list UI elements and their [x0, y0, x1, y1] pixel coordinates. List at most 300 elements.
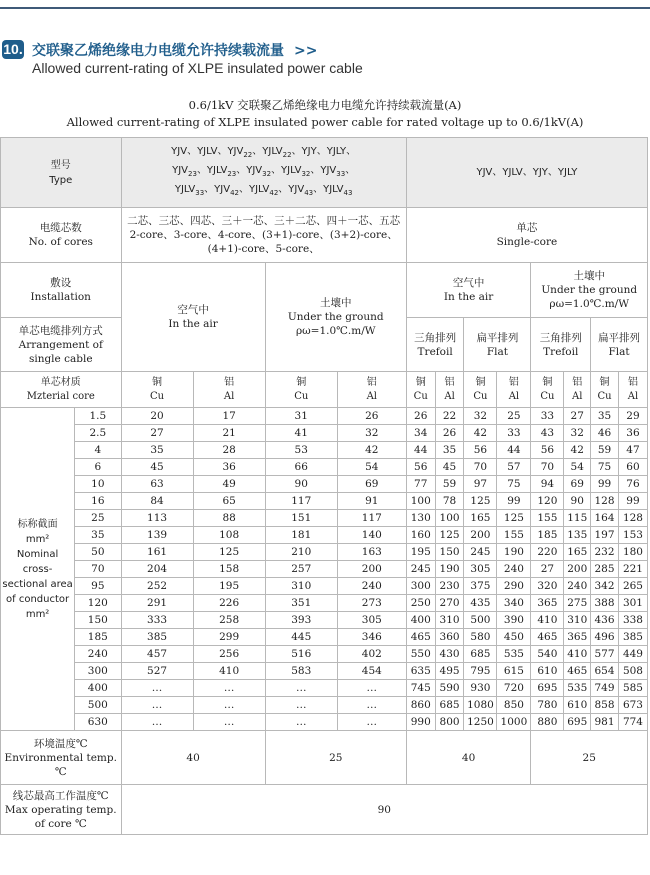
multi-types-line-3: $YJLV_{33}$、$YJV_{42}$、$YJLV_{42}$、$YJV_{43}$、$YJLV_{43}$ — [174, 184, 353, 197]
table-row — [1, 476, 648, 493]
multi-cores — [121, 208, 406, 263]
install-row — [1, 263, 648, 318]
rating-cell: 65 — [193, 493, 265, 510]
rating-cell: 930 — [464, 680, 497, 697]
rating-cell: 535 — [564, 680, 591, 697]
rating-cell: 56 — [464, 442, 497, 459]
size-cell: 4 — [75, 442, 121, 459]
mat-cu-cn: 铜 — [415, 376, 426, 388]
rating-cell: 125 — [464, 493, 497, 510]
mat-al-en: Al — [223, 390, 235, 402]
mat-cu-cn: 铜 — [542, 376, 553, 388]
rating-cell: 673 — [618, 697, 647, 714]
rating-cell: 465 — [406, 629, 435, 646]
cores-row — [1, 208, 648, 263]
rating-cell: 535 — [497, 646, 531, 663]
rating-cell: 57 — [497, 459, 531, 476]
mat-al-cn: 铝 — [444, 376, 455, 388]
size-cell: 400 — [75, 680, 121, 697]
rating-cell: 70 — [531, 459, 564, 476]
install-label — [1, 263, 122, 318]
rating-cell: 42 — [337, 442, 406, 459]
rating-cell: 27 — [121, 425, 193, 442]
rating-cell: 232 — [591, 544, 619, 561]
mat-cu — [591, 372, 619, 408]
rating-cell: 135 — [564, 527, 591, 544]
mat-al-cn: 铝 — [627, 376, 638, 388]
rating-cell: 125 — [193, 544, 265, 561]
rating-cell: 100 — [406, 493, 435, 510]
rating-cell: 84 — [121, 493, 193, 510]
rating-cell: 26 — [406, 408, 435, 425]
section-title-cn-text: 交联聚乙烯绝缘电力电缆允许持续载流量 — [32, 43, 284, 59]
rating-cell: 94 — [531, 476, 564, 493]
rating-cell: 285 — [591, 561, 619, 578]
rating-cell: 161 — [121, 544, 193, 561]
rating-cell: 36 — [193, 459, 265, 476]
rating-cell: 340 — [497, 595, 531, 612]
rating-cell: 32 — [337, 425, 406, 442]
section-number-badge: 10. — [3, 41, 23, 57]
size-cell: 16 — [75, 493, 121, 510]
single-ground-cn: 土壤中 — [573, 270, 605, 282]
table-row — [1, 561, 648, 578]
rating-cell: 685 — [464, 646, 497, 663]
ground-flat — [591, 318, 648, 372]
rating-cell: … — [193, 697, 265, 714]
mat-cu-en: Cu — [597, 390, 612, 402]
rating-cell: 49 — [193, 476, 265, 493]
rating-cell: 393 — [265, 612, 337, 629]
rating-cell: 310 — [564, 612, 591, 629]
rating-cell: 265 — [618, 578, 647, 595]
rating-cell: … — [337, 714, 406, 731]
rating-cell: 508 — [618, 663, 647, 680]
rating-cell: 270 — [435, 595, 464, 612]
size-cell: 300 — [75, 663, 121, 680]
rating-cell: 365 — [531, 595, 564, 612]
rating-cell: 402 — [337, 646, 406, 663]
material-label-en: Mzterial core — [26, 390, 95, 402]
multi-types-line-2: $YJV_{23}$、$YJLV_{23}$、$YJV_{32}$、$YJLV_{32}$、$YJV_{33}$、 — [172, 165, 356, 178]
rating-cell: … — [337, 697, 406, 714]
rating-cell: 32 — [564, 425, 591, 442]
table-row — [1, 680, 648, 697]
rating-cell: 165 — [464, 510, 497, 527]
rating-cell: 496 — [591, 629, 619, 646]
single-core-types: YJV、YJLV、YJY、YJLY — [406, 138, 647, 208]
rating-cell: 310 — [435, 612, 464, 629]
rating-cell: 273 — [337, 595, 406, 612]
single-cores-en: Single-core — [496, 236, 558, 248]
rating-cell: 120 — [531, 493, 564, 510]
section-label-section-cn: 标称截面 — [17, 518, 58, 530]
air-flat-en: Flat — [486, 345, 508, 358]
rating-cell: 385 — [618, 629, 647, 646]
multi-air-cn: 空气中 — [177, 304, 209, 316]
rating-cell: … — [193, 680, 265, 697]
rating-cell: 139 — [121, 527, 193, 544]
rating-cell: 210 — [265, 544, 337, 561]
table-row — [1, 442, 648, 459]
cores-label-cn: 电缆芯数 — [39, 222, 82, 234]
rating-cell: … — [265, 714, 337, 731]
table-row — [1, 646, 648, 663]
table-row — [1, 663, 648, 680]
install-label-en: Installation — [30, 291, 91, 303]
multi-cores-en-1: 2-core、3-core、4-core、(3+1)-core、(3+2)-core、 — [129, 229, 398, 241]
rating-cell: 160 — [406, 527, 435, 544]
multi-ground-rho: ρω=1.0℃.m/W — [295, 325, 376, 337]
rating-cell: … — [337, 680, 406, 697]
table-row — [1, 629, 648, 646]
env-temp-cn: 环境温度℃ — [33, 737, 88, 750]
rating-cell: 200 — [564, 561, 591, 578]
rating-cell: 195 — [193, 578, 265, 595]
table-row — [1, 493, 648, 510]
multi-core-types — [121, 138, 406, 208]
rating-cell: 800 — [435, 714, 464, 731]
rating-cell: 346 — [337, 629, 406, 646]
rating-cell: 150 — [435, 544, 464, 561]
rating-cell: 221 — [618, 561, 647, 578]
rating-cell: 981 — [591, 714, 619, 731]
rating-cell: 34 — [406, 425, 435, 442]
size-cell: 25 — [75, 510, 121, 527]
rating-cell: 450 — [497, 629, 531, 646]
rating-cell: 1000 — [497, 714, 531, 731]
rating-cell: 240 — [564, 578, 591, 595]
env-temp-row — [1, 731, 648, 785]
rating-cell: 245 — [464, 544, 497, 561]
rating-cell: 654 — [591, 663, 619, 680]
rating-cell: 454 — [337, 663, 406, 680]
mat-al — [193, 372, 265, 408]
rating-cell: 410 — [193, 663, 265, 680]
mat-al-en: Al — [366, 390, 377, 402]
rating-cell: 333 — [121, 612, 193, 629]
rating-cell: 130 — [406, 510, 435, 527]
rating-cell: 75 — [497, 476, 531, 493]
section-title-cn — [32, 40, 317, 60]
rating-cell: 77 — [406, 476, 435, 493]
rating-cell: 583 — [265, 663, 337, 680]
air-trefoil-en: Trefoil — [417, 345, 453, 358]
rating-cell: 860 — [406, 697, 435, 714]
single-air-header — [406, 263, 531, 318]
rating-cell: 310 — [265, 578, 337, 595]
rating-cell: 695 — [531, 680, 564, 697]
rating-cell: … — [121, 697, 193, 714]
single-cores-cn: 单芯 — [516, 222, 538, 234]
rating-cell: 158 — [193, 561, 265, 578]
rating-cell: 795 — [464, 663, 497, 680]
size-cell: 240 — [75, 646, 121, 663]
rating-cell: 76 — [618, 476, 647, 493]
rating-cell: 100 — [435, 510, 464, 527]
ground-trefoil-cn: 三角排列 — [539, 331, 582, 344]
mat-al — [337, 372, 406, 408]
rating-cell: 117 — [265, 493, 337, 510]
rating-cell: 75 — [591, 459, 619, 476]
section-label-section-en: Nominal cross-sectional area of conductor — [2, 548, 73, 605]
material-label — [1, 372, 122, 408]
single-ground-header — [531, 263, 648, 318]
mat-al — [618, 372, 647, 408]
rating-cell: 300 — [406, 578, 435, 595]
rating-cell: 250 — [406, 595, 435, 612]
table-row — [1, 697, 648, 714]
single-ground-rho: ρω=1.0℃.m/W — [549, 298, 629, 310]
rating-cell: 388 — [591, 595, 619, 612]
rating-cell: 365 — [564, 629, 591, 646]
size-cell: 70 — [75, 561, 121, 578]
mat-al-en: Al — [508, 390, 520, 402]
rating-cell: 180 — [618, 544, 647, 561]
multi-ground-header — [265, 263, 406, 372]
rating-cell: 305 — [337, 612, 406, 629]
rating-cell: 445 — [265, 629, 337, 646]
rating-cell: 20 — [121, 408, 193, 425]
arrangement-label-en: Arrangement of single cable — [18, 338, 103, 365]
rating-cell: 41 — [265, 425, 337, 442]
rating-cell: 53 — [265, 442, 337, 459]
mat-al-en: Al — [444, 390, 455, 402]
single-cores — [406, 208, 647, 263]
rating-cell: 299 — [193, 629, 265, 646]
rating-cell: 28 — [193, 442, 265, 459]
size-cell: 120 — [75, 595, 121, 612]
rating-cell: 56 — [531, 442, 564, 459]
rating-cell: … — [121, 680, 193, 697]
rating-cell: 245 — [406, 561, 435, 578]
mat-al — [435, 372, 464, 408]
rating-cell: 780 — [531, 697, 564, 714]
rating-cell: … — [121, 714, 193, 731]
rating-cell: 69 — [337, 476, 406, 493]
rating-cell: … — [265, 697, 337, 714]
rating-cell: 36 — [618, 425, 647, 442]
rating-cell: 610 — [564, 697, 591, 714]
env-single-air: 40 — [406, 731, 531, 785]
rating-cell: … — [193, 714, 265, 731]
rating-cell: 164 — [591, 510, 619, 527]
table-row — [1, 544, 648, 561]
top-rule — [0, 7, 650, 9]
mat-cu-cn: 铜 — [475, 376, 486, 388]
size-cell: 150 — [75, 612, 121, 629]
type-label-en: Type — [49, 174, 73, 186]
ground-flat-cn: 扁平排列 — [598, 331, 641, 344]
mat-cu — [464, 372, 497, 408]
rating-cell: 44 — [497, 442, 531, 459]
ground-trefoil-en: Trefoil — [543, 345, 579, 358]
rating-cell: 59 — [591, 442, 619, 459]
rating-cell: 128 — [618, 510, 647, 527]
rating-cell: 35 — [591, 408, 619, 425]
rating-cell: 990 — [406, 714, 435, 731]
rating-cell: 46 — [591, 425, 619, 442]
mat-al — [497, 372, 531, 408]
rating-cell: 230 — [435, 578, 464, 595]
rating-cell: 35 — [435, 442, 464, 459]
rating-cell: 43 — [531, 425, 564, 442]
rating-cell: 385 — [121, 629, 193, 646]
rating-cell: 35 — [121, 442, 193, 459]
rating-cell: 69 — [564, 476, 591, 493]
rating-cell: 70 — [464, 459, 497, 476]
multi-cores-cn: 二芯、三芯、四芯、三＋一芯、三＋二芯、四＋一芯、五芯 — [127, 215, 401, 227]
rating-cell: 275 — [564, 595, 591, 612]
multi-types-line-1: YJV、YJLV、$YJV_{22}$、$YJLV_{22}$、YJY、YJLY、 — [171, 146, 357, 159]
single-ground-en: Under the ground — [541, 284, 638, 296]
multi-ground-en: Under the ground — [287, 311, 384, 323]
rating-cell: 33 — [531, 408, 564, 425]
rating-cell: 190 — [497, 544, 531, 561]
rating-cell: 615 — [497, 663, 531, 680]
arrangement-label — [1, 318, 122, 372]
type-label — [1, 138, 122, 208]
rating-cell: 181 — [265, 527, 337, 544]
rating-cell: 290 — [497, 578, 531, 595]
section-label-section-unit: mm² — [25, 533, 50, 545]
ground-flat-en: Flat — [608, 345, 630, 358]
rating-cell: 410 — [531, 612, 564, 629]
rating-cell: 635 — [406, 663, 435, 680]
rating-cell: 99 — [591, 476, 619, 493]
rating-cell: 125 — [435, 527, 464, 544]
rating-cell: 410 — [564, 646, 591, 663]
rating-cell: 26 — [337, 408, 406, 425]
max-temp-row — [1, 785, 648, 835]
ground-trefoil — [531, 318, 591, 372]
rating-cell: 197 — [591, 527, 619, 544]
rating-cell: 78 — [435, 493, 464, 510]
single-air-cn: 空气中 — [452, 277, 485, 289]
air-trefoil-cn: 三角排列 — [414, 331, 457, 344]
cores-label — [1, 208, 122, 263]
mat-cu-cn: 铜 — [296, 376, 307, 388]
rating-cell: 97 — [464, 476, 497, 493]
rating-cell: 42 — [464, 425, 497, 442]
rating-cell: 338 — [618, 612, 647, 629]
max-temp-label — [1, 785, 122, 835]
section-title-en: Allowed current-rating of XLPE insulated power cable — [32, 60, 363, 76]
rating-cell: 226 — [193, 595, 265, 612]
table-caption-en: Allowed current-rating of XLPE insulated power cable for rated voltage up to 0.6/1kV(A) — [66, 115, 584, 129]
rating-cell: 500 — [464, 612, 497, 629]
rating-cell: 140 — [337, 527, 406, 544]
rating-cell: 516 — [265, 646, 337, 663]
rating-cell: 99 — [618, 493, 647, 510]
table-row — [1, 578, 648, 595]
rating-cell: 155 — [497, 527, 531, 544]
rating-cell: 155 — [531, 510, 564, 527]
rating-cell: 400 — [406, 612, 435, 629]
rating-cell: 240 — [337, 578, 406, 595]
cores-label-en: No. of cores — [28, 236, 93, 248]
rating-cell: 204 — [121, 561, 193, 578]
size-cell: 95 — [75, 578, 121, 595]
max-temp-value: 90 — [121, 785, 648, 835]
table-caption-cn: 0.6/1kV 交联聚乙烯绝缘电力电缆允许持续载流量(A) — [188, 98, 462, 112]
multi-air-header — [121, 263, 265, 372]
rating-cell: 527 — [121, 663, 193, 680]
rating-cell: 165 — [564, 544, 591, 561]
rating-cell: 21 — [193, 425, 265, 442]
mat-cu-en: Cu — [540, 390, 555, 402]
mat-cu-en: Cu — [413, 390, 428, 402]
rating-cell: 108 — [193, 527, 265, 544]
rating-cell: 59 — [435, 476, 464, 493]
size-cell: 10 — [75, 476, 121, 493]
rating-cell: 47 — [618, 442, 647, 459]
rating-cell: 257 — [265, 561, 337, 578]
table-row — [1, 510, 648, 527]
rating-cell: 695 — [564, 714, 591, 731]
rating-cell: 1250 — [464, 714, 497, 731]
size-cell: 500 — [75, 697, 121, 714]
rating-cell: 200 — [337, 561, 406, 578]
multi-air-en: In the air — [168, 318, 218, 330]
rating-cell: 29 — [618, 408, 647, 425]
rating-cell: 436 — [591, 612, 619, 629]
table-row — [1, 459, 648, 476]
rating-cell: 45 — [121, 459, 193, 476]
rating-cell: 60 — [618, 459, 647, 476]
size-cell: 6 — [75, 459, 121, 476]
rating-cell: 745 — [406, 680, 435, 697]
rating-cell: 26 — [435, 425, 464, 442]
mat-al-cn: 铝 — [508, 376, 519, 388]
rating-cell: 190 — [435, 561, 464, 578]
env-temp-en: Environmental temp. ℃ — [4, 751, 117, 778]
rating-cell: 240 — [497, 561, 531, 578]
current-rating-table — [0, 137, 648, 835]
rating-cell: 430 — [435, 646, 464, 663]
max-temp-cn: 线芯最高工作温度℃ — [12, 789, 109, 802]
material-label-cn: 单芯材质 — [40, 376, 81, 388]
rating-cell: 56 — [406, 459, 435, 476]
env-temp-label — [1, 731, 122, 785]
rating-cell: 27 — [531, 561, 564, 578]
mat-cu — [265, 372, 337, 408]
rating-cell: 45 — [435, 459, 464, 476]
size-cell: 50 — [75, 544, 121, 561]
rating-cell: 774 — [618, 714, 647, 731]
install-label-cn: 敷设 — [50, 277, 72, 289]
rating-cell: … — [265, 680, 337, 697]
rating-cell: 320 — [531, 578, 564, 595]
rating-cell: 117 — [337, 510, 406, 527]
rating-cell: 63 — [121, 476, 193, 493]
rating-cell: 33 — [497, 425, 531, 442]
rating-cell: 91 — [337, 493, 406, 510]
rating-cell: 590 — [435, 680, 464, 697]
rating-cell: 31 — [265, 408, 337, 425]
material-row — [1, 372, 648, 408]
rating-cell: 90 — [265, 476, 337, 493]
rating-cell: 54 — [337, 459, 406, 476]
mat-cu-en: Cu — [150, 390, 165, 402]
rating-cell: 44 — [406, 442, 435, 459]
rating-cell: 220 — [531, 544, 564, 561]
size-cell: 630 — [75, 714, 121, 731]
rating-cell: 577 — [591, 646, 619, 663]
mat-al-en: Al — [572, 390, 583, 402]
mat-al-cn: 铝 — [224, 376, 235, 388]
table-row — [1, 612, 648, 629]
